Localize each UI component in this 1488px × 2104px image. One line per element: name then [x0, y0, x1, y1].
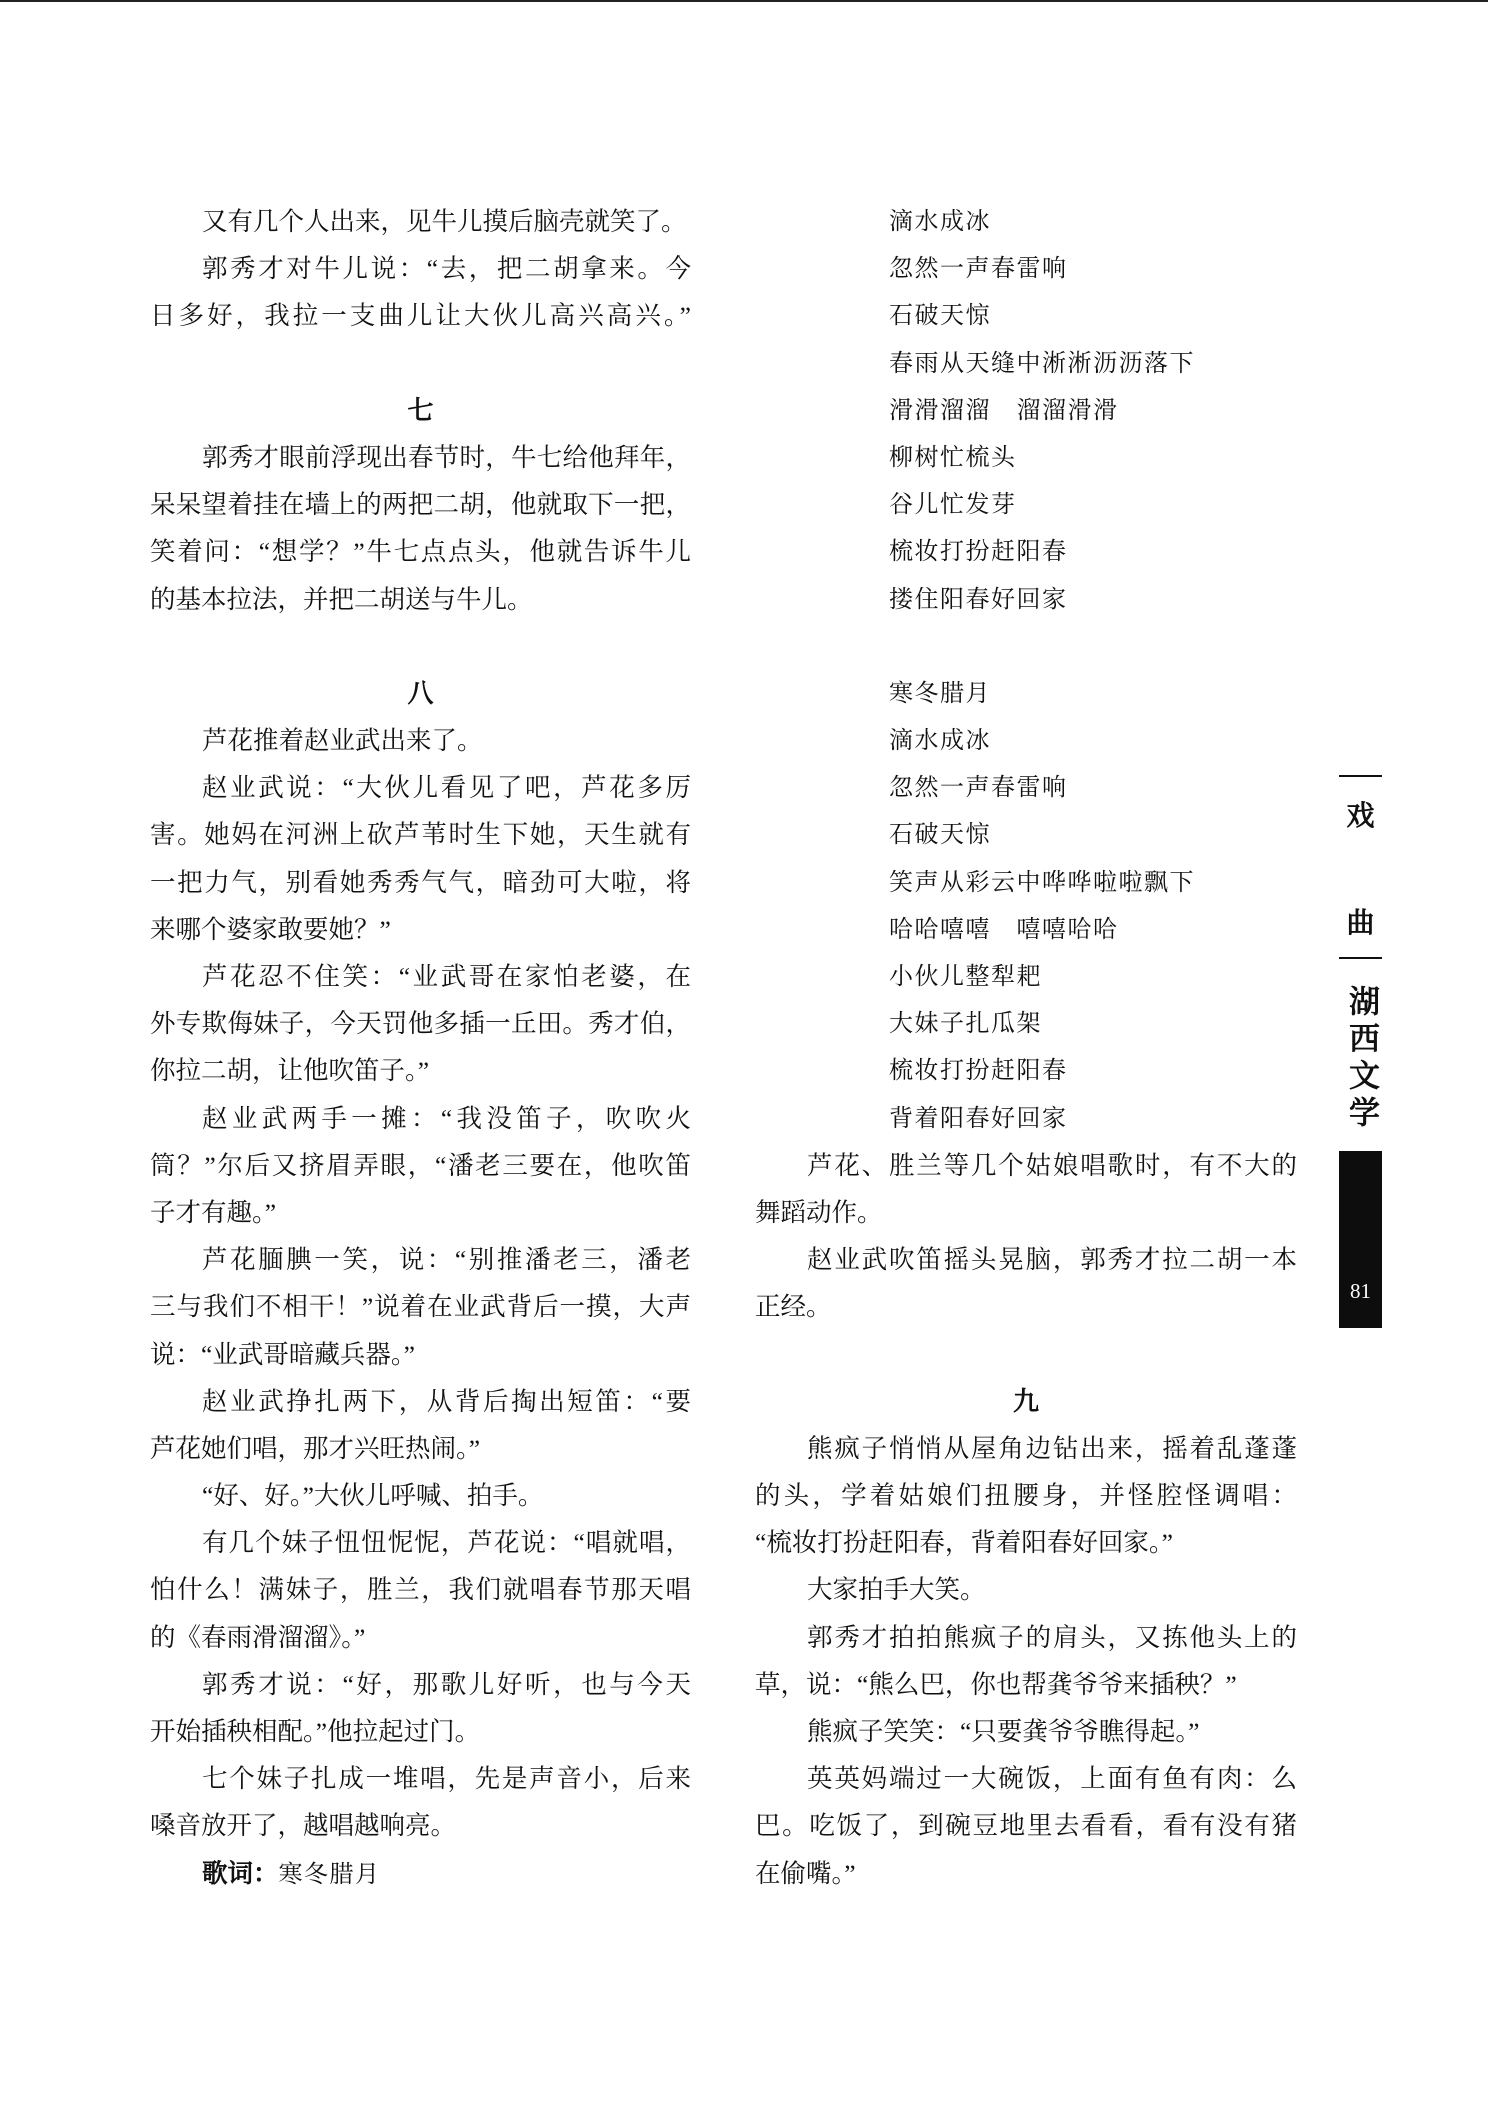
text-line: 三与我们不相干！”说着在业武背后一摸，大声 [150, 1292, 691, 1322]
text-line: 开始插秧相配。”他拉起过门。 [150, 1717, 481, 1746]
lyric-line: 石破天惊 [889, 820, 991, 849]
text-line: 害。她妈在河洲上砍芦苇时生下她，天生就有 [150, 820, 691, 850]
text-line: 七个妹子扎成一堆唱，先是声音小，后来 [202, 1764, 691, 1794]
lyric-line: 寒冬腊月 [889, 678, 991, 707]
text-line: 呆呆望着挂在墙上的两把二胡，他就取下一把， [150, 490, 691, 520]
column-label-char: 戏 [1346, 799, 1375, 832]
text-line: 子才有趣。” [150, 1197, 277, 1227]
text-line: 你拉二胡，让他吹笛子。” [150, 1056, 430, 1086]
lyric-line: 背着阳春好回家 [889, 1103, 1068, 1132]
blank-line [755, 623, 1297, 670]
lyric-line: 梳妆打扮赶阳春 [889, 537, 1068, 566]
top-border-rule [0, 0, 1488, 2]
text-line: 的基本拉法，并把二胡送与牛儿。 [150, 584, 533, 614]
magazine-title-logo: 湖西文学 [1343, 985, 1379, 1133]
lyrics-intro-line [150, 1850, 691, 1897]
text-line: 说：“业武哥暗藏兵器。” [150, 1339, 415, 1369]
section-heading: 九 [1012, 1386, 1039, 1416]
text-line: 有几个妹子忸忸怩怩，芦花说：“唱就唱， [202, 1528, 691, 1558]
text-line: 赵业武两手一摊：“我没笛子，吹吹火 [202, 1103, 691, 1133]
column-label-char: 曲 [1346, 906, 1375, 939]
left-column [150, 198, 691, 1897]
page-number-box [1339, 1151, 1382, 1328]
text-line: 正经。 [755, 1292, 832, 1322]
lyric-line: 寒冬腊月 [278, 1859, 381, 1888]
text-line: 赵业武说：“大伙儿看见了吧，芦花多厉 [202, 773, 691, 803]
text-line: 外专欺侮妹子，今天罚他多插一丘田。秀才伯， [150, 1009, 691, 1039]
text-line: 芦花腼腆一笑，说：“别推潘老三，潘老 [202, 1245, 691, 1275]
text-line: 熊疯子笑笑：“只要龚爷爷瞧得起。” [807, 1717, 1200, 1746]
tab-rule [1339, 957, 1382, 959]
page-number: 81 [1350, 1279, 1371, 1303]
text-line: 怕什么！满妹子，胜兰，我们就唱春节那天唱 [150, 1575, 691, 1605]
lyric-line: 哈哈嘻嘻 嘻嘻哈哈 [889, 914, 1119, 943]
lyric-line: 石破天惊 [889, 301, 991, 330]
lyric-line: 梳妆打扮赶阳春 [889, 1056, 1068, 1085]
text-line: 郭秀才拍拍熊疯子的肩头，又拣他头上的 [807, 1622, 1297, 1652]
text-line: 郭秀才说：“好，那歌儿好听，也与今天 [202, 1669, 691, 1699]
text-line: 芦花她们唱，那才兴旺热闹。” [150, 1433, 481, 1463]
text-line: “好、好。”大伙儿呼喊、拍手。 [202, 1481, 544, 1511]
text-line: 嗓音放开了，越唱越响亮。 [150, 1811, 457, 1841]
text-line: 笑着问：“想学？”牛七点点头，他就告诉牛儿 [150, 537, 691, 567]
text-line: 熊疯子悄悄从屋角边钻出来，摇着乱蓬蓬 [807, 1433, 1297, 1463]
right-column [755, 198, 1297, 1897]
section-heading: 七 [407, 395, 434, 425]
text-line: 巴。吃饭了，到碗豆地里去看看，看有没有猪 [755, 1811, 1297, 1841]
blank-line [755, 1331, 1297, 1378]
lyric-line: 滴水成冰 [889, 726, 991, 755]
blank-line [150, 623, 691, 670]
lyric-line: 大妹子扎瓜架 [889, 1009, 1042, 1038]
lyric-line: 小伙儿整犁耙 [889, 962, 1042, 990]
text-line: 来哪个婆家敢要她？” [150, 914, 391, 944]
text-line: 芦花忍不住笑：“业武哥在家怕老婆，在 [202, 962, 691, 991]
lyric-line: 滴水成冰 [889, 207, 991, 235]
text-line: 在偷嘴。” [755, 1858, 856, 1888]
text-line: “梳妆打扮赶阳春，背着阳春好回家。” [755, 1528, 1173, 1558]
text-line: 赵业武挣扎两下，从背后掏出短笛：“要 [202, 1386, 691, 1416]
lyric-line: 谷儿忙发芽 [889, 490, 1017, 519]
text-line: 大家拍手大笑。 [807, 1575, 986, 1605]
text-line: 赵业武吹笛摇头晃脑，郭秀才拉二胡一本 [807, 1245, 1297, 1275]
lyric-line: 笑声从彩云中哗哗啦啦飘下 [889, 867, 1195, 896]
lyric-line: 柳树忙梳头 [889, 442, 1017, 471]
text-line: 一把力气，别看她秀秀气气，暗劲可大啦，将 [150, 867, 691, 897]
section-heading: 八 [407, 678, 434, 708]
text-line: 又有几个人出来，见牛儿摸后脑壳就笑了。 [202, 207, 687, 236]
text-line: 日多好，我拉一支曲儿让大伙儿高兴高兴。” [150, 301, 691, 331]
tab-rule [1339, 775, 1382, 777]
text-line: 英英妈端过一大碗饭，上面有鱼有肉：么 [807, 1764, 1297, 1794]
text-line: 郭秀才眼前浮现出春节时，牛七给他拜年， [202, 442, 691, 472]
lyrics-label: 歌词： [202, 1858, 279, 1888]
lyric-line: 春雨从天缝中淅淅沥沥落下 [889, 348, 1195, 377]
blank-line [150, 340, 691, 387]
text-line: 的头，学着姑娘们扭腰身，并怪腔怪调唱： [755, 1481, 1297, 1511]
text-line: 的《春雨滑溜溜》。” [150, 1622, 366, 1652]
text-line: 筒？”尔后又挤眉弄眼，“潘老三要在，他吹笛 [150, 1150, 691, 1180]
text-line: 舞蹈动作。 [755, 1197, 883, 1227]
text-line: 郭秀才对牛儿说：“去，把二胡拿来。今 [202, 254, 691, 284]
lyric-line: 忽然一声春雷响 [889, 773, 1068, 802]
text-line: 草，说：“熊么巴，你也帮龚爷爷来插秧？” [755, 1669, 1237, 1699]
lyric-line: 滑滑溜溜 溜溜滑滑 [889, 395, 1119, 424]
text-line: 芦花、胜兰等几个姑娘唱歌时，有不大的 [807, 1150, 1297, 1180]
text-line: 芦花推着赵业武出来了。 [202, 726, 483, 756]
lyric-line: 搂住阳春好回家 [889, 584, 1068, 613]
lyric-line: 忽然一声春雷响 [889, 254, 1068, 283]
